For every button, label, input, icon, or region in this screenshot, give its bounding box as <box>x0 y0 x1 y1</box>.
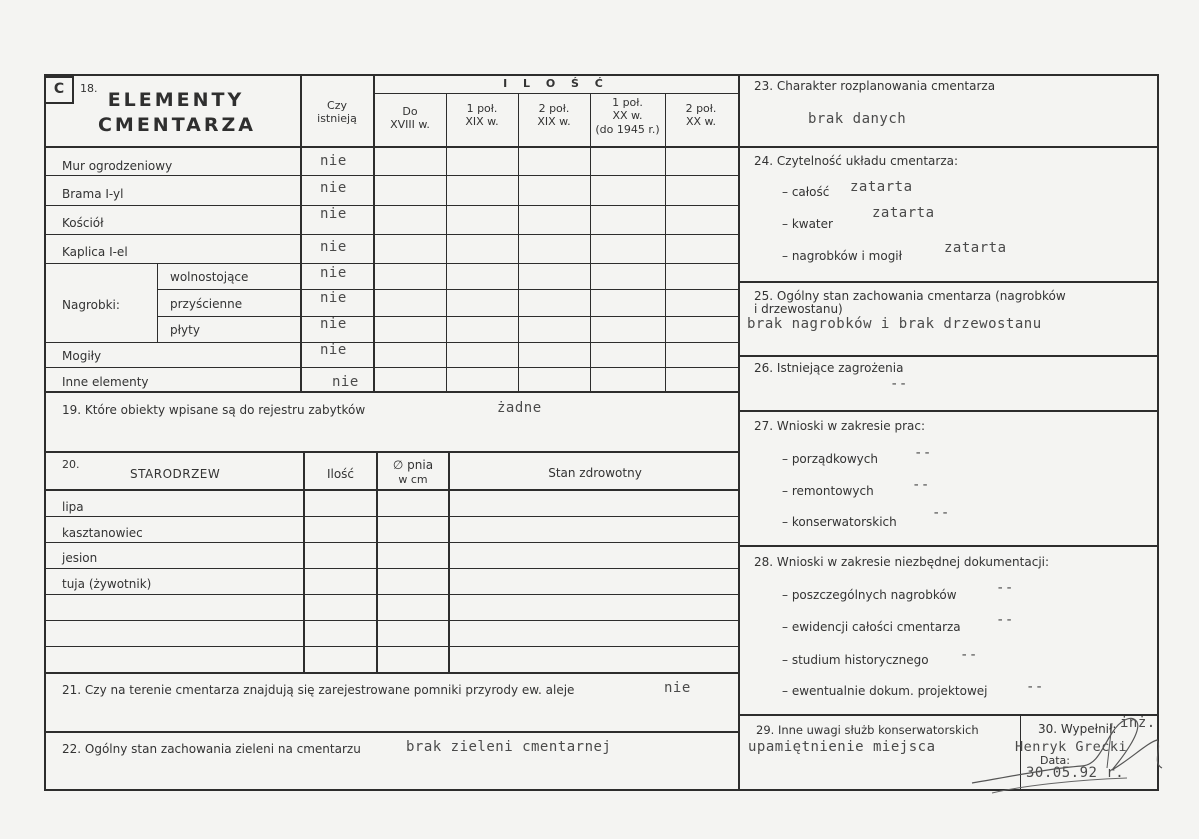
q20-number: 20. <box>62 458 80 471</box>
row-line <box>44 568 738 569</box>
q26-label: 26. Istniejące zagrożenia <box>754 361 904 375</box>
q27-item-konserwatorskich: – konserwatorskich <box>782 515 897 529</box>
section-title-2: CMENTARZA <box>97 114 257 136</box>
row-value-wolnostojace: nie <box>320 265 347 281</box>
q28-item-4: – ewentualnie dokum. projektowej <box>782 684 988 698</box>
q24-item-nagrobkow: – nagrobków i mogił <box>782 249 903 263</box>
signature-mark <box>962 708 1172 808</box>
q28-answer-3: -- <box>960 647 978 663</box>
q29-answer: upamiętnienie miejsca <box>748 739 936 755</box>
row-value-inne: nie <box>332 374 359 390</box>
row-label-nagrobki: Nagrobki: <box>62 298 120 312</box>
row-line <box>44 342 738 343</box>
row-label-kosciol: Kościół <box>62 216 104 230</box>
q25-label-2: i drzewostanu) <box>754 302 843 316</box>
col-line <box>303 453 305 673</box>
col-header-1: Do <box>402 105 418 118</box>
col-line <box>665 94 666 391</box>
row-label-kaplica: Kaplica I-el <box>62 245 128 259</box>
q24-label: 24. Czytelność układu cmentarza: <box>754 154 959 168</box>
q29-label: 29. Inne uwagi służb konserwatorskich <box>756 723 979 737</box>
row-value-plyty: nie <box>320 316 347 332</box>
col-line <box>448 453 450 673</box>
row-value-kosciol: nie <box>320 206 347 222</box>
row-line <box>44 620 738 621</box>
q20-title: STARODRZEW <box>130 467 221 481</box>
q28-answer-1: -- <box>996 580 1014 596</box>
q26-bottom-line <box>740 410 1159 412</box>
header-bottom-line <box>44 146 738 148</box>
row-value-kaplica: nie <box>320 239 347 255</box>
q30-title: inż. <box>1120 715 1156 731</box>
q22-label: 22. Ogólny stan zachowania zieleni na cmentarzu <box>62 742 361 756</box>
col-header-4: 1 poł. <box>612 96 643 109</box>
col-header-2: 1 poł. <box>466 102 498 115</box>
row-value-przyscienne: nie <box>320 290 347 306</box>
row-label-wolnostojace: wolnostojące <box>170 270 249 284</box>
col-header-3: 2 poł. <box>538 102 570 115</box>
q20-col-pnia: ∅ pnia <box>392 458 434 472</box>
q27-label: 27. Wnioski w zakresie prac: <box>754 419 926 433</box>
q28-label: 28. Wnioski w zakresie niezbędnej dokumentacji: <box>754 555 1050 569</box>
q24-item-calosc: – całość <box>782 185 830 199</box>
q28-item-3: – studium historycznego <box>782 653 929 667</box>
col-czy-istnieja: Czy istnieją <box>317 99 357 125</box>
q23-answer: brak danych <box>808 111 907 127</box>
col-line <box>446 94 447 391</box>
row-line <box>44 263 738 264</box>
q27-answer-porzadkowych: -- <box>914 445 932 461</box>
q28-answer-4: -- <box>1026 679 1044 695</box>
frame-right <box>1157 74 1159 791</box>
section-letter-box <box>44 76 74 104</box>
q25-answer: brak nagrobków i brak drzewostanu <box>747 316 1042 332</box>
row-line <box>44 175 738 176</box>
col-line <box>376 453 378 673</box>
q21-answer: nie <box>664 680 691 696</box>
section-letter: C <box>53 81 65 97</box>
frame-middle <box>738 74 740 791</box>
q20-col-pnia-unit: w cm <box>398 473 428 486</box>
ilosc-underline <box>374 93 738 94</box>
row-label-mogily: Mogiły <box>62 349 102 363</box>
q25-label: 25. Ogólny stan zachowania cmentarza (nagrobków <box>754 289 1066 303</box>
row-line <box>44 672 738 674</box>
q28-item-1: – poszczególnych nagrobków <box>782 588 957 602</box>
col-header-1b: XVIII w. <box>390 118 430 131</box>
q20-col-stan: Stan zdrowotny <box>548 466 642 480</box>
q28-answer-2: -- <box>996 612 1014 628</box>
col-header-5b: XX w. <box>685 115 717 128</box>
q21-bottom-line <box>44 731 738 733</box>
q23-label: 23. Charakter rozplanowania cmentarza <box>754 79 996 93</box>
col-header-3b: XIX w. <box>537 115 571 128</box>
q19-label: 19. Które obiekty wpisane są do rejestru zabytków <box>62 403 366 417</box>
col-line <box>590 94 591 391</box>
q30-label: 30. Wypełnił: <box>1038 722 1117 736</box>
q24-item-kwater: – kwater <box>782 217 833 231</box>
q20-header-line <box>44 489 738 491</box>
q24-answer-nagrobkow: zatarta <box>944 240 1007 256</box>
tree-kasztanowiec: kasztanowiec <box>62 526 143 540</box>
q24-bottom-line <box>740 281 1159 283</box>
q27-answer-konserwatorskich: -- <box>932 505 950 521</box>
col-header-4c: (do 1945 r.) <box>595 123 660 136</box>
row-value-mogily: nie <box>320 342 347 358</box>
row-line <box>44 205 738 206</box>
tree-jesion: jesion <box>62 551 98 565</box>
section-number: 18. <box>80 82 98 95</box>
row-line <box>44 646 738 647</box>
col-header-5: 2 poł. <box>685 102 717 115</box>
row-line <box>44 516 738 517</box>
col-line <box>518 94 519 391</box>
q22-answer: brak zieleni cmentarnej <box>406 739 612 755</box>
row-value-brama: nie <box>320 180 347 196</box>
row-line <box>44 367 738 368</box>
ilosc-header: I L O Ś Ć <box>503 77 609 90</box>
row-label-plyty: płyty <box>170 323 200 337</box>
q19-bottom-line <box>44 451 738 453</box>
row-label-brama: Brama I-yl <box>62 187 124 201</box>
row-value-mur: nie <box>320 153 347 169</box>
row-label-przyscienne: przyścienne <box>170 297 243 311</box>
q24-answer-kwater: zatarta <box>872 205 935 221</box>
section-title-1: ELEMENTY <box>107 89 245 111</box>
q25-bottom-line <box>740 355 1159 357</box>
frame-top <box>44 74 1159 76</box>
frame-left <box>44 74 46 791</box>
tree-tuja: tuja (żywotnik) <box>62 577 152 591</box>
q30-name: Henryk Grecki <box>1015 739 1128 755</box>
q27-bottom-line <box>740 545 1159 547</box>
col-header-2b: XIX w. <box>465 115 499 128</box>
tree-lipa: lipa <box>62 500 84 514</box>
q30-date: 30.05.92 r. <box>1026 765 1125 781</box>
q28-item-2: – ewidencji całości cmentarza <box>782 620 961 634</box>
row-line <box>44 234 738 235</box>
q20-col-ilosc: Ilość <box>326 467 355 481</box>
q30-data-label: Data: <box>1040 754 1070 767</box>
row-line <box>157 289 738 290</box>
q21-label: 21. Czy na terenie cmentarza znajdują się zarejestrowane pomniki przyrody ew. aleje <box>62 683 575 697</box>
q23-bottom-line <box>740 146 1159 148</box>
q26-answer: -- <box>890 376 908 392</box>
row-line <box>44 594 738 595</box>
q27-item-porzadkowych: – porządkowych <box>782 452 878 466</box>
q24-answer-calosc: zatarta <box>850 179 913 195</box>
row-line <box>44 542 738 543</box>
q19-answer: żadne <box>497 400 542 416</box>
col-line <box>157 263 158 343</box>
row-label-mur: Mur ogrodzeniowy <box>62 159 173 173</box>
row-line <box>44 391 738 393</box>
q27-item-remontowych: – remontowych <box>782 484 874 498</box>
q27-answer-remontowych: -- <box>912 477 930 493</box>
row-line <box>157 316 738 317</box>
row-label-inne: Inne elementy <box>62 375 149 389</box>
col-header-4b: XX w. <box>612 109 643 122</box>
